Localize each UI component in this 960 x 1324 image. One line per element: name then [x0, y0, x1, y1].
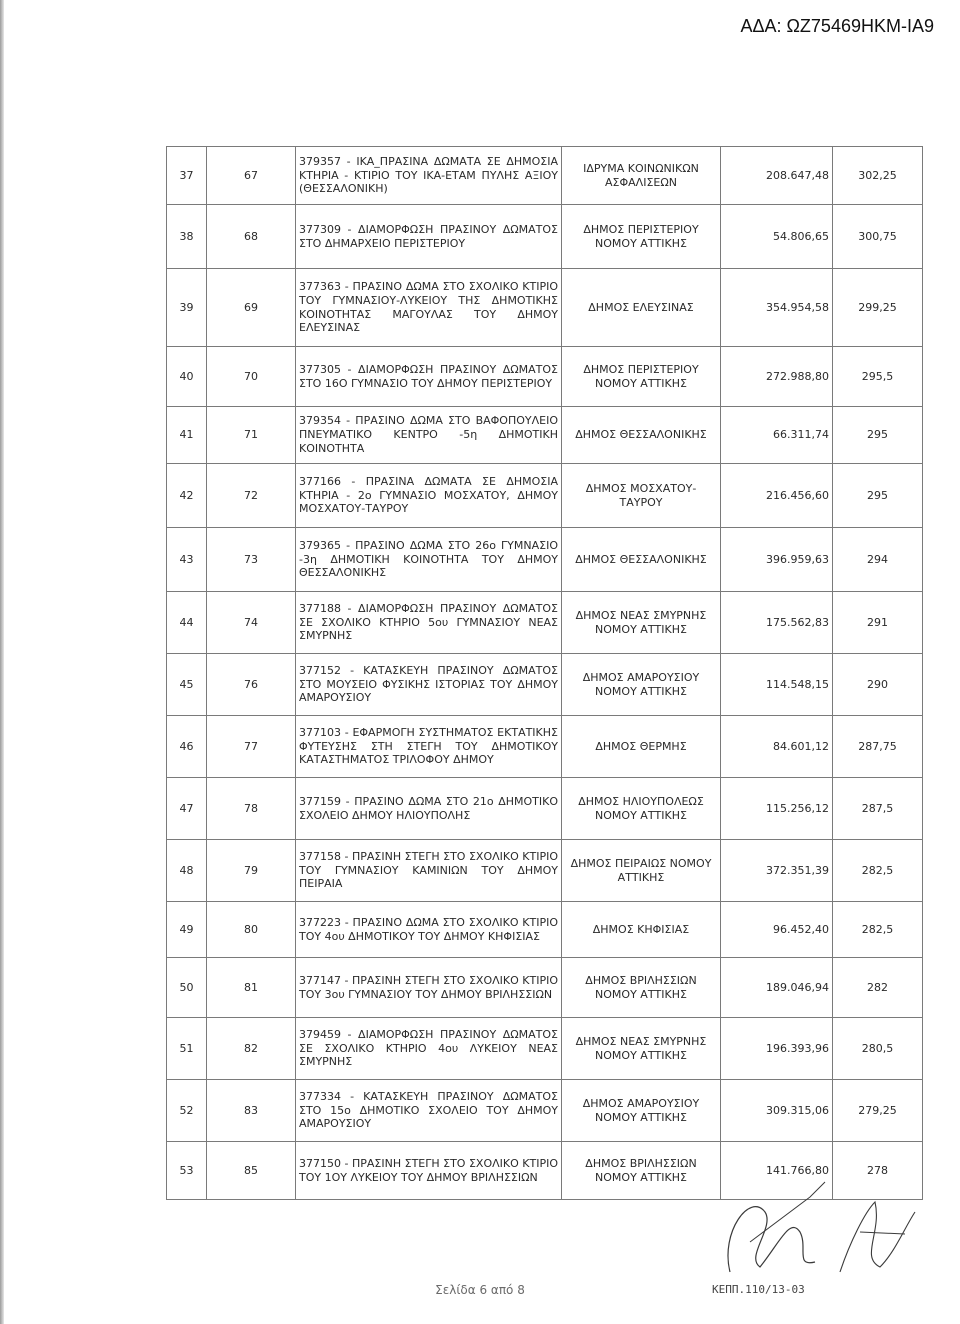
budget-amount: 54.806,65 — [721, 205, 833, 269]
row-number: 53 — [167, 1142, 207, 1200]
table-row — [167, 902, 923, 958]
project-description: 377159 - ΠΡΑΣΙΝΟ ΔΩΜΑ ΣΤΟ 21ο ΔΗΜΟΤΙΚΟ ΣΧΟΛΕΙΟ ΔΗΜΟΥ ΗΛΙΟΥΠΟΛΗΣ — [296, 778, 562, 840]
score: 278 — [833, 1142, 923, 1200]
budget-amount: 189.046,94 — [721, 958, 833, 1018]
budget-amount: 196.393,96 — [721, 1018, 833, 1080]
row-number: 50 — [167, 958, 207, 1018]
budget-amount: 216.456,60 — [721, 464, 833, 528]
budget-amount: 175.562,83 — [721, 592, 833, 654]
score: 287,5 — [833, 778, 923, 840]
score: 282,5 — [833, 840, 923, 902]
row-rank: 70 — [207, 347, 296, 407]
project-description: 377147 - ΠΡΑΣΙΝΗ ΣΤΕΓΗ ΣΤΟ ΣΧΟΛΙΚΟ ΚΤΙΡΙΟ ΤΟΥ 3ου ΓΥΜΝΑΣΙΟΥ ΤΟΥ ΔΗΜΟΥ ΒΡΙΛΗΣΣΙΩΝ — [296, 958, 562, 1018]
score: 295,5 — [833, 347, 923, 407]
score: 290 — [833, 654, 923, 716]
budget-amount: 84.601,12 — [721, 716, 833, 778]
row-rank: 72 — [207, 464, 296, 528]
scan-edge-shadow — [0, 0, 4, 1324]
row-number: 39 — [167, 269, 207, 347]
projects-table — [166, 146, 923, 1200]
beneficiary: ΔΗΜΟΣ ΠΕΡΙΣΤΕΡΙΟΥ ΝΟΜΟΥ ΑΤΤΙΚΗΣ — [562, 347, 721, 407]
row-rank: 83 — [207, 1080, 296, 1142]
ada-code: ΑΔΑ: ΩΖ75469ΗΚΜ-ΙΑ9 — [740, 16, 934, 36]
row-number: 48 — [167, 840, 207, 902]
project-description: 379354 - ΠΡΑΣΙΝΟ ΔΩΜΑ ΣΤΟ ΒΑΦΟΠΟΥΛΕΙΟ ΠΝΕΥΜΑΤΙΚΟ ΚΕΝΤΡΟ -5η ΔΗΜΟΤΙΚΗ ΚΟΙΝΟΤΗΤΑ — [296, 407, 562, 464]
row-rank: 76 — [207, 654, 296, 716]
table-row — [167, 269, 923, 347]
budget-amount: 141.766,80 — [721, 1142, 833, 1200]
project-description: 377305 - ΔΙΑΜΟΡΦΩΣΗ ΠΡΑΣΙΝΟΥ ΔΩΜΑΤΟΣ ΣΤΟ 16Ο ΓΥΜΝΑΣΙΟ ΤΟΥ ΔΗΜΟΥ ΠΕΡΙΣΤΕΡΙΟΥ — [296, 347, 562, 407]
handwritten-signature — [690, 1172, 920, 1282]
beneficiary: ΔΗΜΟΣ ΘΕΡΜΗΣ — [562, 716, 721, 778]
beneficiary: ΔΗΜΟΣ ΕΛΕΥΣΙΝΑΣ — [562, 269, 721, 347]
score: 299,25 — [833, 269, 923, 347]
budget-amount: 272.988,80 — [721, 347, 833, 407]
protocol-stamp: ΚΕΠΠ.110/13-03 — [712, 1283, 805, 1296]
project-description: 379365 - ΠΡΑΣΙΝΟ ΔΩΜΑ ΣΤΟ 26ο ΓΥΜΝΑΣΙΟ -3η ΔΗΜΟΤΙΚΗ ΚΟΙΝΟΤΗΤΑ ΤΟΥ ΔΗΜΟΥ ΘΕΣΣΑΛΟΝΙΚΗΣ — [296, 528, 562, 592]
project-description: 377103 - ΕΦΑΡΜΟΓΗ ΣΥΣΤΗΜΑΤΟΣ ΕΚΤΑΤΙΚΗΣ ΦΥΤΕΥΣΗΣ ΣΤΗ ΣΤΕΓΗ ΤΟΥ ΔΗΜΟΤΙΚΟΥ ΚΑΤΑΣΤΗΜΑΤΟΣ ΤΡΙΛΟΦΟΥ ΔΗΜΟΥ — [296, 716, 562, 778]
budget-amount: 114.548,15 — [721, 654, 833, 716]
table-row — [167, 1018, 923, 1080]
score: 279,25 — [833, 1080, 923, 1142]
project-description: 377223 - ΠΡΑΣΙΝΟ ΔΩΜΑ ΣΤΟ ΣΧΟΛΙΚΟ ΚΤΙΡΙΟ ΤΟΥ 4ου ΔΗΜΟΤΙΚΟΥ ΤΟΥ ΔΗΜΟΥ ΚΗΦΙΣΙΑΣ — [296, 902, 562, 958]
row-number: 49 — [167, 902, 207, 958]
budget-amount: 96.452,40 — [721, 902, 833, 958]
project-description: 377158 - ΠΡΑΣΙΝΗ ΣΤΕΓΗ ΣΤΟ ΣΧΟΛΙΚΟ ΚΤΙΡΙΟ ΤΟΥ ΓΥΜΝΑΣΙΟΥ ΚΑΜΙΝΙΩΝ ΤΟΥ ΔΗΜΟΥ ΠΕΙΡΑΙΑ — [296, 840, 562, 902]
score: 294 — [833, 528, 923, 592]
beneficiary: ΔΗΜΟΣ ΗΛΙΟΥΠΟΛΕΩΣ ΝΟΜΟΥ ΑΤΤΙΚΗΣ — [562, 778, 721, 840]
beneficiary: ΔΗΜΟΣ ΜΟΣΧΑΤΟΥ-ΤΑΥΡΟΥ — [562, 464, 721, 528]
beneficiary: ΔΗΜΟΣ ΒΡΙΛΗΣΣΙΩΝ ΝΟΜΟΥ ΑΤΤΙΚΗΣ — [562, 1142, 721, 1200]
beneficiary: ΔΗΜΟΣ ΘΕΣΣΑΛΟΝΙΚΗΣ — [562, 407, 721, 464]
table-row — [167, 716, 923, 778]
score: 282,5 — [833, 902, 923, 958]
budget-amount: 66.311,74 — [721, 407, 833, 464]
beneficiary: ΔΗΜΟΣ ΠΕΡΙΣΤΕΡΙΟΥ ΝΟΜΟΥ ΑΤΤΙΚΗΣ — [562, 205, 721, 269]
budget-amount: 396.959,63 — [721, 528, 833, 592]
beneficiary: ΔΗΜΟΣ ΝΕΑΣ ΣΜΥΡΝΗΣ ΝΟΜΟΥ ΑΤΤΙΚΗΣ — [562, 592, 721, 654]
page-footer: Σελίδα 6 από 8 — [435, 1283, 525, 1297]
project-description: 377152 - ΚΑΤΑΣΚΕΥΗ ΠΡΑΣΙΝΟΥ ΔΩΜΑΤΟΣ ΣΤΟ ΜΟΥΣΕΙΟ ΦΥΣΙΚΗΣ ΙΣΤΟΡΙΑΣ ΤΟΥ ΔΗΜΟΥ ΑΜΑΡΟΥΣΙΟΥ — [296, 654, 562, 716]
budget-amount: 354.954,58 — [721, 269, 833, 347]
row-number: 52 — [167, 1080, 207, 1142]
projects-table-body — [167, 147, 923, 1200]
row-number: 38 — [167, 205, 207, 269]
beneficiary: ΔΗΜΟΣ ΝΕΑΣ ΣΜΥΡΝΗΣ ΝΟΜΟΥ ΑΤΤΙΚΗΣ — [562, 1018, 721, 1080]
table-row — [167, 592, 923, 654]
budget-amount: 208.647,48 — [721, 147, 833, 205]
row-rank: 69 — [207, 269, 296, 347]
budget-amount: 372.351,39 — [721, 840, 833, 902]
row-rank: 82 — [207, 1018, 296, 1080]
table-row — [167, 840, 923, 902]
row-number: 37 — [167, 147, 207, 205]
project-description: 377188 - ΔΙΑΜΟΡΦΩΣΗ ΠΡΑΣΙΝΟΥ ΔΩΜΑΤΟΣ ΣΕ ΣΧΟΛΙΚΟ ΚΤΗΡΙΟ 5ου ΓΥΜΝΑΣΙΟΥ ΝΕΑΣ ΣΜΥΡΝΗΣ — [296, 592, 562, 654]
score: 282 — [833, 958, 923, 1018]
score: 302,25 — [833, 147, 923, 205]
table-row — [167, 1080, 923, 1142]
table-row — [167, 147, 923, 205]
score: 300,75 — [833, 205, 923, 269]
row-rank: 78 — [207, 778, 296, 840]
project-description: 377363 - ΠΡΑΣΙΝΟ ΔΩΜΑ ΣΤΟ ΣΧΟΛΙΚΟ ΚΤΙΡΙΟ ΤΟΥ ΓΥΜΝΑΣΙΟΥ-ΛΥΚΕΙΟΥ ΤΗΣ ΔΗΜΟΤΙΚΗΣ ΚΟΙΝΟΤΗΤΑΣ ΜΑΓΟΥΛΑΣ ΤΟΥ ΔΗΜΟΥ ΕΛΕΥΣΙΝΑΣ — [296, 269, 562, 347]
table-row — [167, 654, 923, 716]
row-number: 41 — [167, 407, 207, 464]
table-row — [167, 778, 923, 840]
project-description: 379357 - ΙΚΑ_ΠΡΑΣΙΝΑ ΔΩΜΑΤΑ ΣΕ ΔΗΜΟΣΙΑ ΚΤΗΡΙΑ - ΚΤΙΡΙΟ ΤΟΥ ΙΚΑ-ΕΤΑΜ ΠΥΛΗΣ ΑΞΙΟΥ (ΘΕΣΣΑΛΟΝΙΚΗ) — [296, 147, 562, 205]
row-number: 47 — [167, 778, 207, 840]
score: 295 — [833, 464, 923, 528]
row-rank: 80 — [207, 902, 296, 958]
project-description: 377309 - ΔΙΑΜΟΡΦΩΣΗ ΠΡΑΣΙΝΟΥ ΔΩΜΑΤΟΣ ΣΤΟ ΔΗΜΑΡΧΕΙΟ ΠΕΡΙΣΤΕΡΙΟΥ — [296, 205, 562, 269]
table-row — [167, 407, 923, 464]
score: 280,5 — [833, 1018, 923, 1080]
budget-amount: 115.256,12 — [721, 778, 833, 840]
row-number: 43 — [167, 528, 207, 592]
score: 291 — [833, 592, 923, 654]
row-rank: 73 — [207, 528, 296, 592]
row-rank: 81 — [207, 958, 296, 1018]
table-row — [167, 464, 923, 528]
beneficiary: ΔΗΜΟΣ ΑΜΑΡΟΥΣΙΟΥ ΝΟΜΟΥ ΑΤΤΙΚΗΣ — [562, 1080, 721, 1142]
beneficiary: ΙΔΡΥΜΑ ΚΟΙΝΩΝΙΚΩΝ ΑΣΦΑΛΙΣΕΩΝ — [562, 147, 721, 205]
row-rank: 77 — [207, 716, 296, 778]
beneficiary: ΔΗΜΟΣ ΚΗΦΙΣΙΑΣ — [562, 902, 721, 958]
row-rank: 74 — [207, 592, 296, 654]
project-description: 379459 - ΔΙΑΜΟΡΦΩΣΗ ΠΡΑΣΙΝΟΥ ΔΩΜΑΤΟΣ ΣΕ ΣΧΟΛΙΚΟ ΚΤΗΡΙΟ 4ου ΛΥΚΕΙΟΥ ΝΕΑΣ ΣΜΥΡΝΗΣ — [296, 1018, 562, 1080]
row-rank: 79 — [207, 840, 296, 902]
beneficiary: ΔΗΜΟΣ ΑΜΑΡΟΥΣΙΟΥ ΝΟΜΟΥ ΑΤΤΙΚΗΣ — [562, 654, 721, 716]
row-number: 45 — [167, 654, 207, 716]
row-number: 46 — [167, 716, 207, 778]
score: 287,75 — [833, 716, 923, 778]
project-description: 377150 - ΠΡΑΣΙΝΗ ΣΤΕΓΗ ΣΤΟ ΣΧΟΛΙΚΟ ΚΤΙΡΙΟ ΤΟΥ 1ΟΥ ΛΥΚΕΙΟΥ ΤΟΥ ΔΗΜΟΥ ΒΡΙΛΗΣΣΙΩΝ — [296, 1142, 562, 1200]
beneficiary: ΔΗΜΟΣ ΠΕΙΡΑΙΩΣ ΝΟΜΟΥ ΑΤΤΙΚΗΣ — [562, 840, 721, 902]
score: 295 — [833, 407, 923, 464]
row-number: 40 — [167, 347, 207, 407]
beneficiary: ΔΗΜΟΣ ΘΕΣΣΑΛΟΝΙΚΗΣ — [562, 528, 721, 592]
project-description: 377166 - ΠΡΑΣΙΝΑ ΔΩΜΑΤΑ ΣΕ ΔΗΜΟΣΙΑ ΚΤΗΡΙΑ - 2ο ΓΥΜΝΑΣΙΟ ΜΟΣΧΑΤΟΥ, ΔΗΜΟΥ ΜΟΣΧΑΤΟΥ-ΤΑΥΡΟΥ — [296, 464, 562, 528]
row-number: 51 — [167, 1018, 207, 1080]
beneficiary: ΔΗΜΟΣ ΒΡΙΛΗΣΣΙΩΝ ΝΟΜΟΥ ΑΤΤΙΚΗΣ — [562, 958, 721, 1018]
budget-amount: 309.315,06 — [721, 1080, 833, 1142]
row-rank: 68 — [207, 205, 296, 269]
table-row — [167, 347, 923, 407]
row-rank: 71 — [207, 407, 296, 464]
table-row — [167, 528, 923, 592]
table-row — [167, 205, 923, 269]
project-description: 377334 - ΚΑΤΑΣΚΕΥΗ ΠΡΑΣΙΝΟΥ ΔΩΜΑΤΟΣ ΣΤΟ 15ο ΔΗΜΟΤΙΚΟ ΣΧΟΛΕΙΟ ΤΟΥ ΔΗΜΟΥ ΑΜΑΡΟΥΣΙΟΥ — [296, 1080, 562, 1142]
table-row — [167, 958, 923, 1018]
row-number: 44 — [167, 592, 207, 654]
row-rank: 67 — [207, 147, 296, 205]
row-number: 42 — [167, 464, 207, 528]
row-rank: 85 — [207, 1142, 296, 1200]
